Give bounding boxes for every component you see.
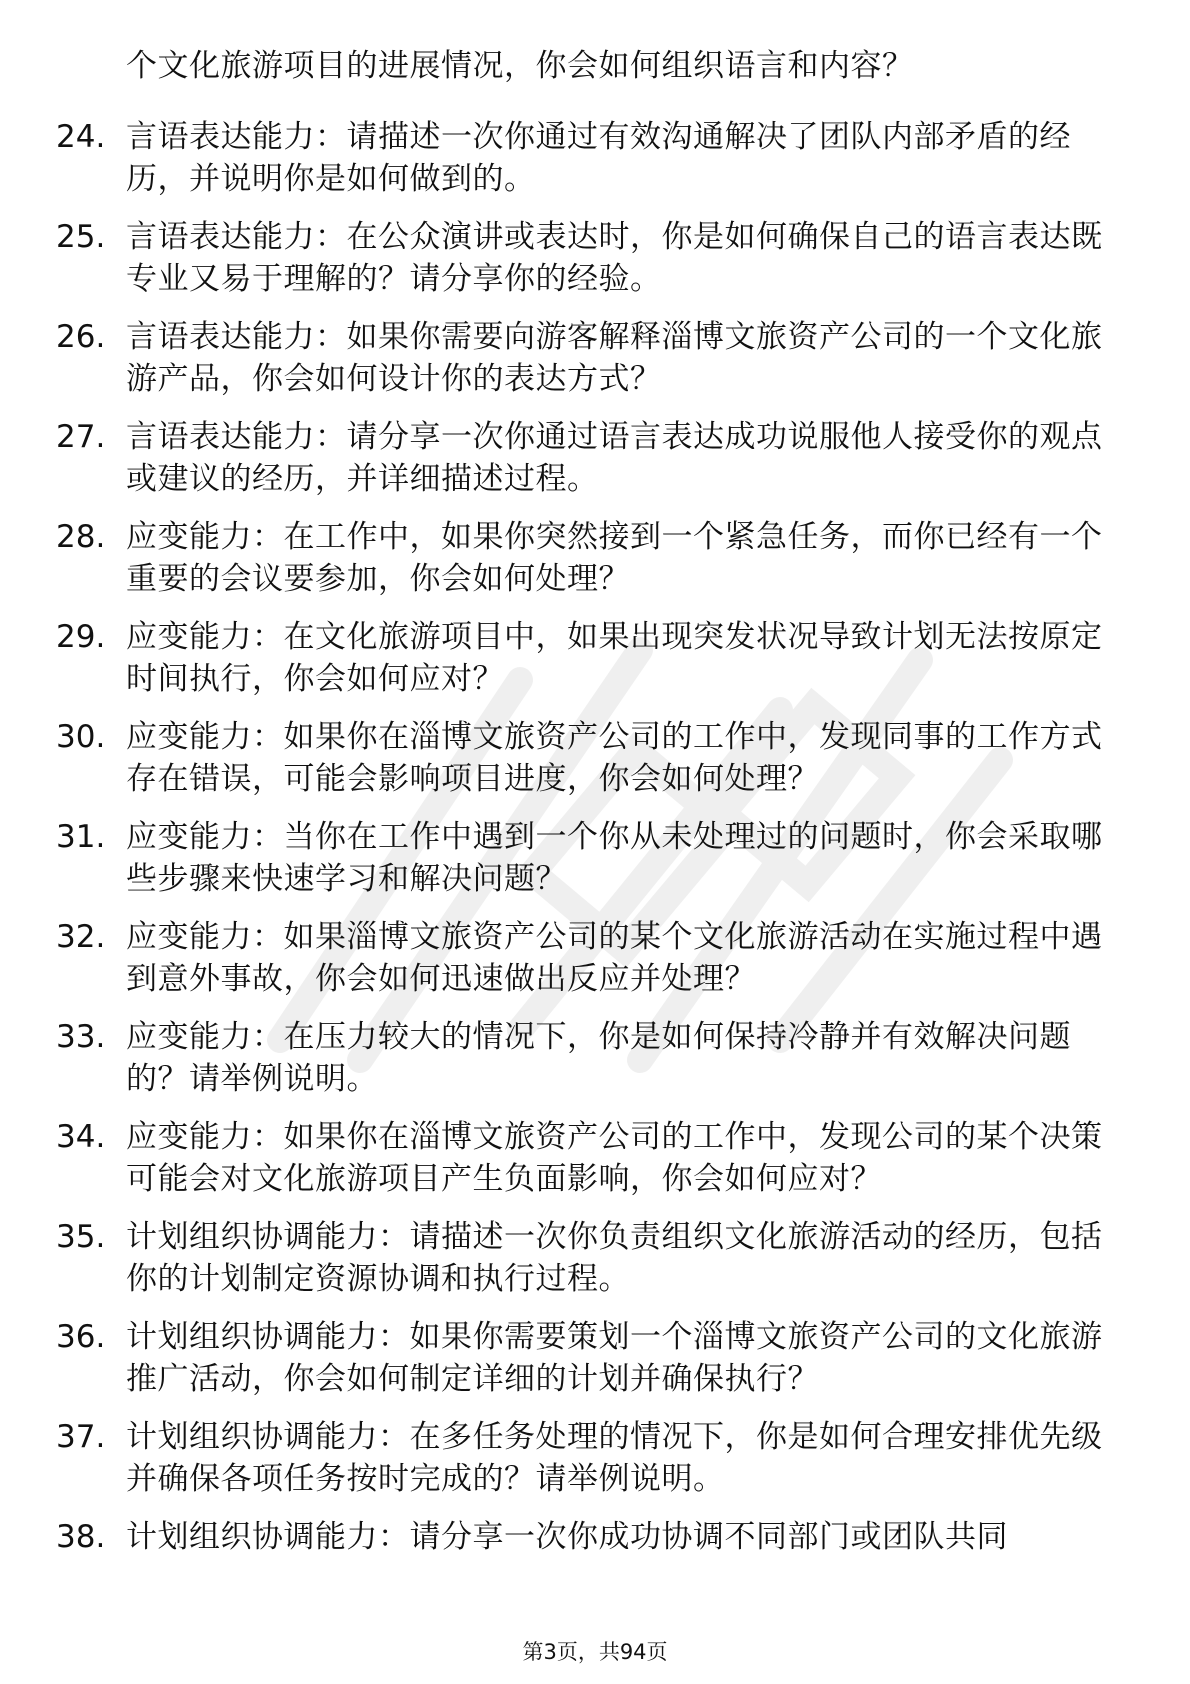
question-number: 30. [56,719,106,755]
question-number: 31. [56,819,106,855]
question-list [56,116,1120,1616]
continuation-text: 个文化旅游项目的进展情况，你会如何组织语言和内容？ [126,48,914,84]
list-item [56,1316,1120,1416]
question-text: 应变能力：在工作中，如果你突然接到一个紧急任务，而你已经有一个重要的会议要参加，你会如何处理？ [126,519,1103,597]
question-number: 34. [56,1119,106,1155]
list-item [56,416,1120,516]
question-text: 计划组织协调能力：请分享一次你成功协调不同部门或团队共同 [126,1519,1008,1555]
question-text: 应变能力：在压力较大的情况下，你是如何保持冷静并有效解决问题的？请举例说明。 [126,1019,1071,1097]
question-text: 计划组织协调能力：在多任务处理的情况下，你是如何合理安排优先级并确保各项任务按时完成的？请举例说明。 [126,1419,1103,1497]
question-number: 29. [56,619,106,655]
list-item [56,816,1120,916]
list-item [56,1216,1120,1316]
question-text: 言语表达能力：在公众演讲或表达时，你是如何确保自己的语言表达既专业又易于理解的？请分享你的经验。 [126,219,1103,297]
list-item [56,116,1120,216]
list-item [56,216,1120,316]
list-item [56,916,1120,1016]
question-text: 计划组织协调能力：请描述一次你负责组织文化旅游活动的经历，包括你的计划制定资源协调和执行过程。 [126,1219,1103,1297]
list-item [56,1016,1120,1116]
question-text: 言语表达能力：请分享一次你通过语言表达成功说服他人接受你的观点或建议的经历，并详细描述过程。 [126,419,1103,497]
question-number: 25. [56,219,106,255]
question-number: 36. [56,1319,106,1355]
list-item [56,1516,1120,1616]
question-number: 37. [56,1419,106,1455]
list-item [56,316,1120,416]
question-number: 24. [56,119,106,155]
question-text: 应变能力：如果你在淄博文旅资产公司的工作中，发现同事的工作方式存在错误，可能会影响项目进度，你会如何处理？ [126,719,1103,797]
list-item [56,716,1120,816]
question-number: 35. [56,1219,106,1255]
question-number: 27. [56,419,106,455]
list-item [56,616,1120,716]
question-number: 33. [56,1019,106,1055]
question-number: 32. [56,919,106,955]
question-text: 应变能力：在文化旅游项目中，如果出现突发状况导致计划无法按原定时间执行，你会如何应对？ [126,619,1103,697]
question-text: 计划组织协调能力：如果你需要策划一个淄博文旅资产公司的文化旅游推广活动，你会如何制定详细的计划并确保执行？ [126,1319,1103,1397]
list-item [56,516,1120,616]
question-text: 言语表达能力：如果你需要向游客解释淄博文旅资产公司的一个文化旅游产品，你会如何设计你的表达方式？ [126,319,1103,397]
list-item [56,1116,1120,1216]
question-text: 应变能力：如果你在淄博文旅资产公司的工作中，发现公司的某个决策可能会对文化旅游项目产生负面影响，你会如何应对？ [126,1119,1103,1197]
question-number: 28. [56,519,106,555]
question-text: 应变能力：如果淄博文旅资产公司的某个文化旅游活动在实施过程中遇到意外事故，你会如何迅速做出反应并处理？ [126,919,1103,997]
question-number: 26. [56,319,106,355]
question-text: 言语表达能力：请描述一次你通过有效沟通解决了团队内部矛盾的经历，并说明你是如何做到的。 [126,119,1071,197]
list-item [56,1416,1120,1516]
page-footer: 第3页，共94页 [522,1640,668,1664]
question-text: 应变能力：当你在工作中遇到一个你从未处理过的问题时，你会采取哪些步骤来快速学习和解决问题？ [126,819,1103,897]
question-number: 38. [56,1519,106,1555]
